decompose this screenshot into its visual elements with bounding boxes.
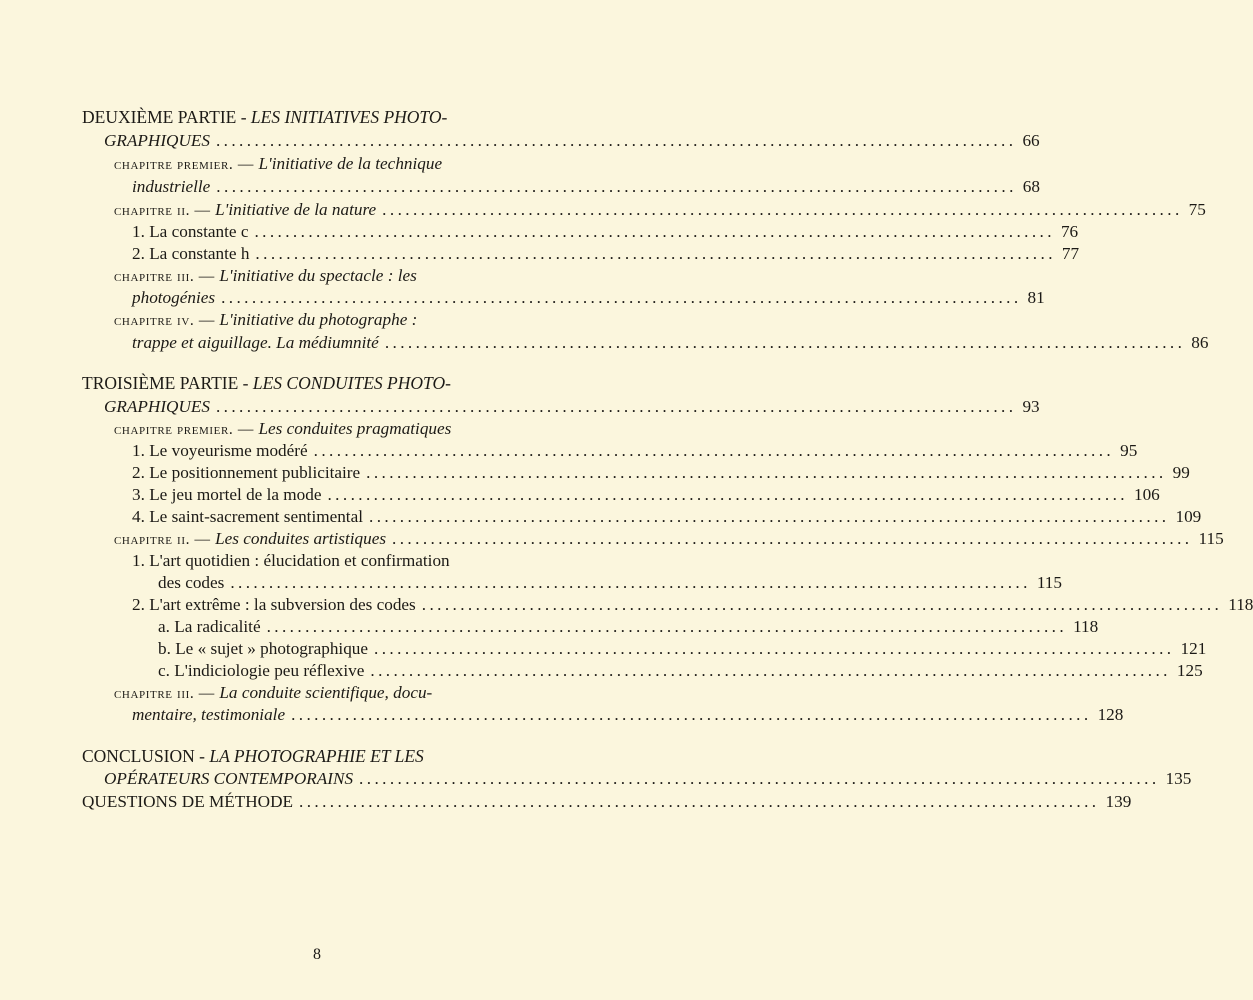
chapter-heading xyxy=(114,265,417,288)
page-number: 81 xyxy=(1027,288,1045,307)
item-text: 3. Le jeu mortel de la mode xyxy=(132,485,322,504)
chapter-title-cont: photogénies xyxy=(132,288,216,307)
page-number: 125 xyxy=(1176,661,1203,680)
item-text: 2. La constante h xyxy=(132,244,250,263)
conclusion-title: LA PHOTOGRAPHIE ET LES xyxy=(209,746,424,766)
dot-leader: ........................................................................................................ xyxy=(421,595,1223,614)
toc-entry-part2 xyxy=(104,130,1040,152)
chapter-title-cont: mentaire, testimoniale xyxy=(132,705,286,724)
part3-heading xyxy=(82,372,451,395)
dot-leader: ........................................................................................................ xyxy=(313,441,1115,460)
chapter-label: chapitre ii. — xyxy=(114,531,216,548)
chapter-label: chapitre ii. — xyxy=(114,202,216,219)
toc-entry-chapter xyxy=(132,287,1045,309)
part3-title: LES CONDUITES PHOTO- xyxy=(252,373,451,393)
part2-label: DEUXIÈME PARTIE - xyxy=(82,107,251,127)
chapter-heading xyxy=(114,153,442,176)
chapter-title-cont: trappe et aiguillage. La médiumnité xyxy=(132,333,379,352)
page-number: 93 xyxy=(1022,397,1040,416)
item-text-cont: des codes xyxy=(158,573,225,592)
toc-entry-item xyxy=(132,594,1253,616)
toc-entry-item xyxy=(132,221,1079,243)
part3-label: TROISIÈME PARTIE - xyxy=(82,373,253,393)
page-number: 75 xyxy=(1188,200,1206,219)
dot-leader: ........................................................................................................ xyxy=(382,200,1183,219)
toc-entry-chapter xyxy=(132,332,1209,354)
chapter-heading xyxy=(114,418,451,441)
page-number-footer: 8 xyxy=(313,946,321,963)
toc-entry-item xyxy=(132,462,1190,484)
page-number: 135 xyxy=(1165,769,1192,788)
toc-entry-item xyxy=(132,484,1160,506)
chapter-label: chapitre premier. — xyxy=(114,156,259,173)
chapter-heading xyxy=(114,309,417,332)
page-number: 115 xyxy=(1198,529,1224,548)
dot-leader: ........................................................................................................ xyxy=(291,705,1092,724)
dot-leader: ........................................................................................................ xyxy=(370,661,1171,680)
dot-leader: ........................................................................................................ xyxy=(327,485,1128,504)
item-text: 4. Le saint-sacrement sentimental xyxy=(132,507,363,526)
dot-leader: ........................................................................................................ xyxy=(215,131,1017,150)
chapter-title: L'initiative de la nature xyxy=(215,200,377,219)
item-text: 2. L'art extrême : la subversion des codes xyxy=(132,595,416,614)
part3-title-cont: GRAPHIQUES xyxy=(104,397,210,416)
chapter-title: Les conduites pragmatiques xyxy=(258,419,452,438)
toc-entry-chapter xyxy=(114,199,1206,222)
page-number: 115 xyxy=(1036,573,1062,592)
dot-leader: ........................................................................................................ xyxy=(266,617,1068,636)
dot-leader: ........................................................................................................ xyxy=(392,529,1193,548)
item-text: 1. L'art quotidien : élucidation et confirmation xyxy=(132,551,450,570)
toc-entry-chapter xyxy=(132,704,1124,726)
toc-entry-item xyxy=(132,243,1080,265)
chapter-heading xyxy=(114,682,432,705)
toc-entry-item xyxy=(158,572,1062,594)
conclusion-label: CONCLUSION - xyxy=(82,746,210,766)
dot-leader: ........................................................................................................ xyxy=(369,507,1170,526)
dot-leader: ........................................................................................................ xyxy=(384,333,1186,352)
chapter-title: L'initiative du photographe : xyxy=(219,310,418,329)
part2-title: LES INITIATIVES PHOTO- xyxy=(250,107,448,127)
page-number: 66 xyxy=(1022,131,1040,150)
toc-entry-conclusion xyxy=(104,768,1192,790)
subitem-text: c. L'indiciologie peu réflexive xyxy=(158,661,365,680)
toc-entry-item xyxy=(132,440,1138,462)
chapter-label: chapitre premier. — xyxy=(114,421,259,438)
dot-leader: ........................................................................................................ xyxy=(230,573,1031,592)
dot-leader: ........................................................................................................ xyxy=(299,792,1100,811)
chapter-title: L'initiative de la technique xyxy=(258,154,443,173)
toc-entry-part3 xyxy=(104,396,1040,418)
page-number: 121 xyxy=(1180,639,1207,658)
page-number: 118 xyxy=(1228,595,1253,614)
toc-entry-subitem xyxy=(158,660,1203,682)
dot-leader: ........................................................................................................ xyxy=(366,463,1167,482)
page-number: 86 xyxy=(1191,333,1209,352)
chapter-label: chapitre iii. — xyxy=(114,685,220,702)
chapter-title: L'initiative du spectacle : les xyxy=(219,266,417,285)
chapter-title: Les conduites artistiques xyxy=(215,529,387,548)
dot-leader: ........................................................................................................ xyxy=(221,288,1022,307)
page-number: 77 xyxy=(1061,244,1080,263)
chapter-title-cont: industrielle xyxy=(132,177,211,196)
dot-leader: ........................................................................................................ xyxy=(255,244,1056,263)
page-number: 128 xyxy=(1097,705,1124,724)
part2-heading xyxy=(82,106,447,129)
page-number: 68 xyxy=(1022,177,1040,196)
page-number: 139 xyxy=(1105,792,1132,811)
page-number: 99 xyxy=(1172,463,1190,482)
toc-entry-chapter xyxy=(132,176,1040,198)
subitem-text: a. La radicalité xyxy=(158,617,261,636)
methode-label: QUESTIONS DE MÉTHODE xyxy=(82,792,294,811)
page-number: 109 xyxy=(1175,507,1202,526)
toc-entry-methode xyxy=(82,791,1132,813)
conclusion-heading xyxy=(82,745,424,768)
toc-entry-subitem xyxy=(158,638,1207,660)
page-number: 76 xyxy=(1060,222,1079,241)
item-text: 2. Le positionnement publicitaire xyxy=(132,463,361,482)
toc-entry-item xyxy=(132,506,1202,528)
dot-leader: ........................................................................................................ xyxy=(254,222,1055,241)
subitem-text: b. Le « sujet » photographique xyxy=(158,639,369,658)
conclusion-title-cont: OPÉRATEURS CONTEMPORAINS xyxy=(104,769,354,788)
toc-item-heading xyxy=(132,550,450,572)
toc-entry-chapter xyxy=(114,528,1224,551)
chapter-label: chapitre iii. — xyxy=(114,268,220,285)
dot-leader: ........................................................................................................ xyxy=(359,769,1160,788)
dot-leader: ........................................................................................................ xyxy=(215,397,1017,416)
page-number: 95 xyxy=(1120,441,1138,460)
dot-leader: ........................................................................................................ xyxy=(374,639,1175,658)
item-text: 1. La constante c xyxy=(132,222,249,241)
page-number: 106 xyxy=(1133,485,1160,504)
part2-title-cont: GRAPHIQUES xyxy=(104,131,210,150)
chapter-title: La conduite scientifique, docu- xyxy=(219,683,433,702)
chapter-label: chapitre iv. — xyxy=(114,312,220,329)
dot-leader: ........................................................................................................ xyxy=(216,177,1017,196)
page-number: 118 xyxy=(1073,617,1099,636)
item-text: 1. Le voyeurisme modéré xyxy=(132,441,308,460)
toc-entry-subitem xyxy=(158,616,1099,638)
